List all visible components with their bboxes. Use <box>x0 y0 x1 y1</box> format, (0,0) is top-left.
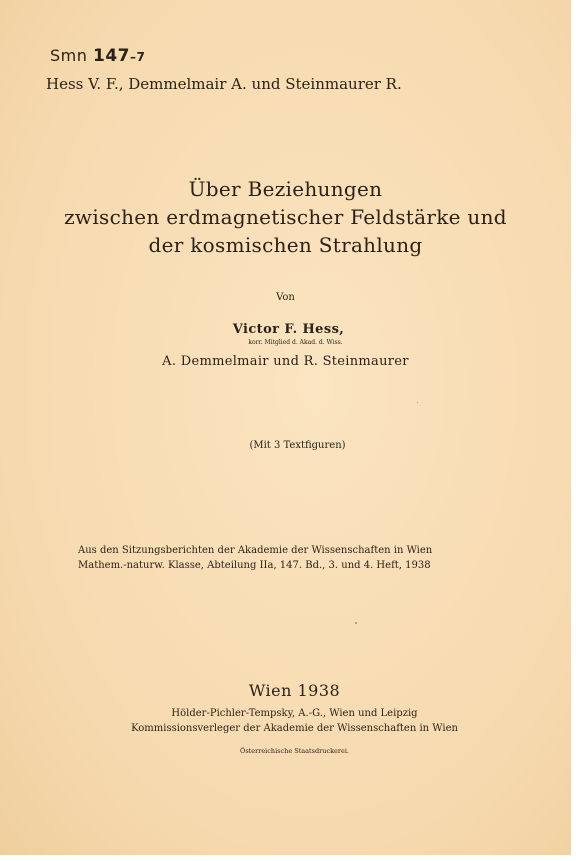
call-suffix: –7 <box>129 50 146 64</box>
imprint-printer: Österreichische Staatsdruckerei. <box>240 747 349 755</box>
source-note <box>78 543 432 573</box>
imprint-city-year: Wien 1938 <box>248 681 341 700</box>
title-line-2: zwischen erdmagnetischer Feldstärke und <box>64 205 507 229</box>
title-line-1: Über Beziehungen <box>188 177 383 201</box>
source-line-1: Aus den Sitzungsberichten der Akademie der Wissenschaften in Wien <box>78 545 433 556</box>
call-number <box>50 46 145 66</box>
author-primary: Victor F. Hess, <box>232 322 345 337</box>
byline-von: Von <box>276 292 295 303</box>
source-line-2: Mathem.-naturw. Klasse, Abteilung IIa, 147. Bd., 3. und 4. Heft, 1938 <box>78 560 431 571</box>
call-number-main: 147 <box>92 46 130 66</box>
imprint-publisher <box>0 706 571 736</box>
author-coauthors: A. Demmelmair und R. Steinmaurer <box>162 354 409 369</box>
title-line-3: der kosmischen Strahlung <box>148 233 423 257</box>
author-primary-note: korr. Mitglied d. Akad. d. Wiss. <box>248 339 343 346</box>
publisher-line-2: Kommissionsverleger der Akademie der Wissenschaften in Wien <box>131 723 458 734</box>
paper-speck <box>417 402 418 403</box>
call-prefix: Smn <box>50 46 88 65</box>
paper-speck <box>355 622 357 624</box>
publisher-line-1: Hölder-Pichler-Tempsky, A.-G., Wien und Leipzig <box>171 708 418 719</box>
authors-line: Hess V. F., Demmelmair A. und Steinmaurer R. <box>46 75 402 93</box>
document-title <box>0 175 571 259</box>
figures-note: (Mit 3 Textfiguren) <box>249 440 346 451</box>
